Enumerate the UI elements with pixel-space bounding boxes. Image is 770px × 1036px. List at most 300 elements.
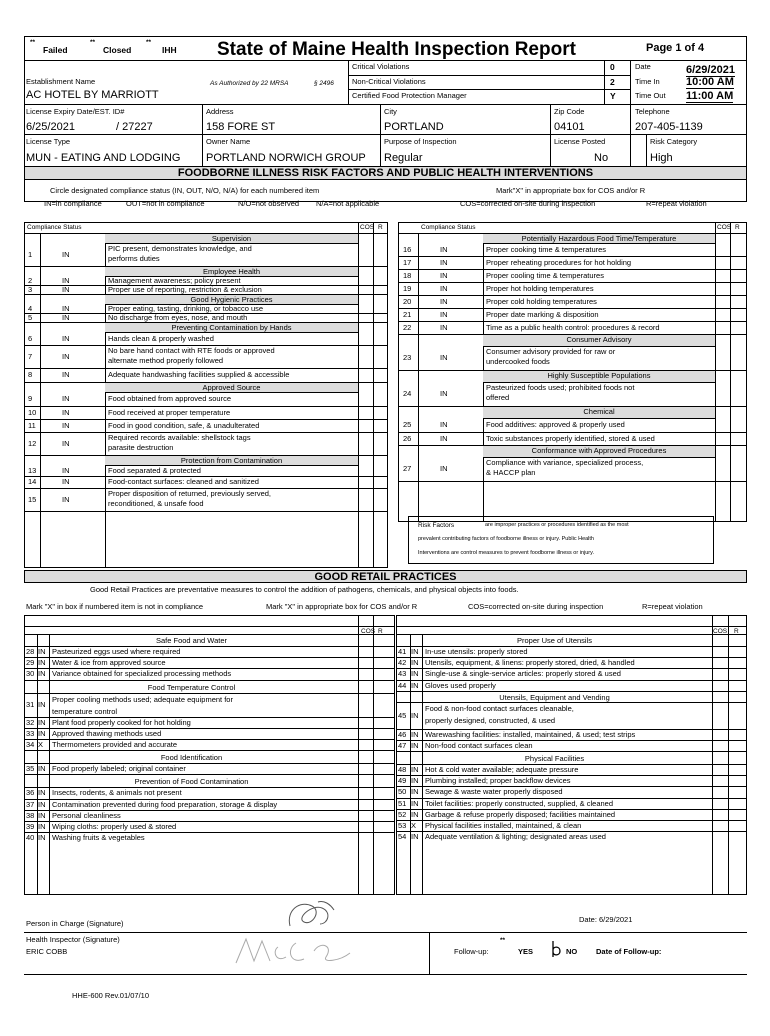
risk-factors-term: Risk Factors [418,522,455,529]
item-number: 6 [28,333,33,343]
item-number: 54 [398,831,407,841]
section-heading: Prevention of Food Contamination [134,776,249,786]
inspector-signature [230,931,360,971]
section-heading: Good Hygienic Practices [105,294,358,305]
ihh-label: IHH [162,45,177,55]
row-divider [399,321,746,322]
compliance-mark[interactable]: X [38,739,44,749]
followup-label: Follow-up: [454,947,489,956]
item-number: 14 [28,477,37,486]
compliance-mark[interactable]: IN [38,832,46,842]
legend-cos: COS=corrected on-site during inspection [460,199,596,208]
item-number: 38 [26,810,35,820]
item-number: 15 [28,494,37,504]
item-description: offered [486,393,510,402]
authorized-text: As Authorized by 22 MRSA [210,80,289,87]
item-number: 47 [398,740,407,750]
compliance-mark[interactable]: IN [38,810,46,820]
gr-r-header: R [378,628,383,635]
cfpm-label: Certified Food Protection Manager [352,91,467,100]
item-number: 33 [26,728,35,738]
item-description: Warewashing facilities: installed, maintained, & used; test strips [425,729,636,739]
good-retail-banner: GOOD RETAIL PRACTICES [24,570,747,583]
item-number: 16 [403,244,412,254]
item-description: Consumer advisory provided for raw or [486,347,616,356]
item-number: 28 [26,646,35,656]
compliance-status[interactable]: IN [62,477,70,486]
person-in-charge-label: Person in Charge (Signature) [26,919,124,928]
item-description: Proper cooking time & temperatures [486,244,607,254]
compliance-status-header-right: Compliance Status [421,224,476,231]
followup-no[interactable]: NO [566,947,578,956]
item-description: Proper reheating procedures for hot holding [486,257,632,267]
item-number: 26 [403,433,412,443]
item-description: Hands clean & properly washed [108,333,214,343]
item-description: Variance obtained for specialized processing methods [52,669,232,678]
compliance-status[interactable]: IN [62,407,70,417]
item-description: In-use utensils: properly stored [425,646,528,656]
compliance-mark[interactable]: IN [411,680,419,690]
row-divider [25,680,394,681]
row-divider [25,693,394,694]
item-number: 18 [403,270,412,280]
item-description: Proper date marking & disposition [486,309,599,319]
item-description: alternate method properly followed [108,356,224,365]
section-heading: Physical Facilities [524,753,585,763]
item-description: Food received at proper temperature [108,407,231,417]
item-number: 24 [403,389,412,398]
item-number: 39 [26,821,35,831]
item-number: 53 [398,820,407,830]
item-description: parasite destruction [108,443,174,452]
compliance-mark[interactable]: IN [411,729,419,739]
section-heading: Supervision [105,233,358,244]
item-description: Toxic substances properly identified, stored & used [486,433,655,443]
risk-category: High [650,152,673,164]
compliance-mark[interactable]: IN [411,787,419,796]
item-description: Time as a public health control: procedures & record [486,322,660,332]
compliance-mark[interactable]: IN [38,763,46,773]
followup-mark: ** [500,937,506,944]
form-id: HHE-600 Rev.01/07/10 [72,991,149,1000]
compliance-mark[interactable]: IN [38,728,46,738]
item-description: Garbage & refuse properly disposed; facilities maintained [425,809,616,819]
compliance-status[interactable]: IN [440,353,448,362]
section-heading: Utensils, Equipment and Vending [499,692,610,702]
compliance-mark[interactable]: IN [38,646,46,656]
compliance-mark[interactable]: IN [411,740,419,750]
section-heading: Approved Source [105,382,358,393]
item-number: 3 [28,284,33,294]
item-description: Proper eating, tasting, drinking, or tobacco use [108,303,264,313]
risk-category-label: Risk Category [650,137,698,146]
compliance-mark[interactable]: IN [38,821,46,831]
item-number: 11 [28,420,36,430]
item-description: temperature control [52,707,118,716]
item-description: & HACCP plan [486,468,536,477]
item-description: properly designed, constructed, & used [425,716,556,725]
compliance-status[interactable]: IN [62,465,70,475]
compliance-mark[interactable]: IN [411,669,419,678]
item-description: Toilet facilities: properly constructed, supplied, & cleaned [425,798,614,808]
failed-mark: ** [30,39,36,46]
row-divider [25,368,387,369]
license-expiry: 6/25/2021 [26,121,75,133]
row-divider [399,269,746,270]
item-description: Proper cooling time & temperatures [486,270,604,280]
item-description: Food separated & protected [108,465,201,475]
compliance-status[interactable]: IN [62,249,70,259]
section-heading: Consumer Advisory [483,334,715,347]
item-description: No discharge from eyes, nose, and mouth [108,312,248,322]
compliance-mark[interactable]: IN [38,669,46,678]
item-description: Adequate ventilation & lighting; designated areas used [425,831,606,841]
row-divider [399,432,746,433]
item-description: Single-use & single-service articles: properly stored & used [425,669,621,678]
item-number: 22 [403,322,412,332]
section-heading: Employee Health [105,266,358,277]
item-number: 34 [26,739,35,749]
item-description: Insects, rodents, & animals not present [52,788,182,797]
compliance-mark[interactable]: IN [38,657,46,667]
item-description: Pasteurized eggs used where required [52,646,181,656]
risk-factors-note [408,516,714,564]
item-number: 25 [403,420,412,429]
item-description: performs duties [108,254,160,263]
section-heading: Food Temperature Control [147,682,236,692]
compliance-status[interactable]: IN [440,433,448,443]
item-number: 23 [403,353,412,362]
r-header-right: R [735,224,740,231]
item-number: 19 [403,283,412,293]
compliance-status[interactable]: IN [62,370,70,379]
compliance-status[interactable]: IN [62,420,70,430]
item-number: 48 [398,764,407,774]
item-description: Contamination prevented during food preparation, storage & display [52,799,278,809]
row-divider [25,511,387,512]
row-divider [399,295,746,296]
address-label: Address [206,107,234,116]
item-description: Utensils, equipment, & linens: properly stored, dried, & handled [425,657,635,667]
closed-mark: ** [90,39,96,46]
city: PORTLAND [384,121,444,133]
row-divider [397,691,746,692]
license-posted: No [594,152,609,164]
time-out: 11:00 AM [686,90,734,102]
item-number: 37 [26,799,35,809]
item-number: 36 [26,788,35,797]
section-heading: Highly Susceptible Populations [483,370,715,383]
compliance-mark[interactable]: IN [411,775,419,785]
noncritical-violations-label: Non-Critical Violations [352,77,426,86]
item-number: 2 [28,275,33,285]
section-heading: Proper Use of Utensils [516,636,593,645]
compliance-status[interactable]: IN [62,394,70,403]
item-number: 31 [26,700,35,709]
city-label: City [384,107,397,116]
cfpm-value: Y [610,91,616,101]
item-number: 7 [28,351,33,361]
item-number: 29 [26,657,35,667]
closed-label: Closed [103,45,132,55]
item-description: Gloves used properly [425,680,496,690]
good-retail-right-table [396,615,747,895]
legend-in: IN=in compliance [44,199,102,208]
risk-factors-line2: prevalent contributing factors of foodborne illness or injury. Public Health [418,536,594,542]
item-description: Water & ice from approved source [52,657,166,667]
item-description: reconditioned, & unsafe food [108,499,204,508]
section-heading: Preventing Contamination by Hands [105,322,358,333]
compliance-status[interactable]: IN [62,438,70,448]
item-description: Proper cooling methods used; adequate equipment for [52,695,233,704]
compliance-mark[interactable]: IN [38,788,46,797]
gr-cos-header-right: COS [713,628,728,635]
license-type: MUN - EATING AND LODGING [26,152,181,164]
good-retail-legend-cos: COS=corrected on-site during inspection [468,602,604,611]
item-number: 35 [26,763,35,773]
zip-code: 04101 [554,121,585,133]
legend-r: R=repeat violation [646,199,707,208]
cos-header: COS [360,224,375,231]
compliance-status[interactable]: IN [62,333,70,343]
compliance-status[interactable]: IN [440,309,448,319]
item-description: Management awareness; policy present [108,275,241,285]
row-divider [399,481,746,482]
item-number: 50 [398,787,407,796]
item-number: 30 [26,669,35,678]
failed-label: Failed [43,45,68,55]
row-divider [397,751,746,752]
gr-cos-header: COS [361,628,376,635]
item-number: 27 [403,464,412,473]
item-number: 40 [26,832,35,842]
item-number: 46 [398,729,407,739]
section-heading: Potentially Hazardous Food Time/Temperature [483,233,715,244]
legend-no: N/O=not observed [238,199,300,208]
compliance-mark[interactable]: IN [411,798,419,808]
risk-factors-line3: Interventions are control measures to prevent foodborne illness or injury. [418,550,594,556]
row-divider [25,419,387,420]
compliance-mark[interactable]: IN [38,700,46,709]
ihh-mark: ** [146,39,152,46]
item-description: Food-contact surfaces: cleaned and sanitized [108,477,259,486]
date-label: Date [635,62,651,71]
item-description: Food obtained from approved source [108,394,231,403]
row-divider [397,634,746,635]
row-divider [399,256,746,257]
compliance-mark[interactable]: IN [38,799,46,809]
item-number: 10 [28,407,37,417]
foodborne-right-table [398,222,747,522]
item-description: Compliance with variance, specialized process, [486,458,644,467]
item-number: 20 [403,296,412,306]
item-description: Adequate handwashing facilities supplied & accessible [108,370,290,379]
compliance-status[interactable]: IN [440,283,448,293]
compliance-status[interactable]: IN [440,464,448,473]
item-number: 21 [403,309,412,319]
item-number: 41 [398,646,407,656]
good-retail-mark-box: Mark "X" in box if numbered item is not in compliance [26,602,204,611]
good-retail-mark-cos: Mark "X" in appropriate box for COS and/or R [266,602,418,611]
establishment-id: / 27227 [116,121,153,133]
authorized-section: § 2496 [314,80,334,87]
purpose: Regular [384,152,423,164]
row-divider [399,308,746,309]
item-description: Proper hot holding temperatures [486,283,594,293]
purpose-label: Purpose of Inspection [384,137,457,146]
good-retail-legend-r: R=repeat violation [642,602,703,611]
compliance-status[interactable]: IN [440,389,448,398]
item-number: 9 [28,394,33,403]
item-number: 17 [403,257,412,267]
establishment-name-label: Establishment Name [26,77,96,86]
item-description: Personal cleanliness [52,810,121,820]
owner-name: PORTLAND NORWICH GROUP [206,152,366,164]
item-description: Plant food properly cooked for hot holding [52,717,191,727]
time-out-label: Time Out [635,91,666,100]
compliance-status[interactable]: IN [440,296,448,306]
item-number: 42 [398,657,407,667]
legend-out: OUT=not in compliance [126,199,205,208]
foodborne-banner: FOODBORNE ILLNESS RISK FACTORS AND PUBLIC HEALTH INTERVENTIONS [24,166,747,180]
circle-instructions: Circle designated compliance status (IN, OUT, N/O, N/A) for each numbered item [50,186,320,195]
signature-date: Date: 6/29/2021 [579,915,633,924]
compliance-mark[interactable]: IN [38,717,46,727]
item-description: PIC present, demonstrates knowledge, and [108,244,252,253]
compliance-mark[interactable]: IN [411,764,419,774]
item-number: 12 [28,438,37,448]
item-description: Proper disposition of returned, previously served, [108,489,272,498]
item-description: Washing fruits & vegetables [52,832,145,842]
address: 158 FORE ST [206,121,276,133]
section-heading: Safe Food and Water [155,636,227,645]
page-title: State of Maine Health Inspection Report [217,39,576,60]
inspection-report [24,36,747,1036]
compliance-mark[interactable]: IN [411,657,419,667]
good-retail-left-table [24,615,395,895]
time-in: 10:00 AM [686,76,734,88]
section-heading: Conformance with Approved Procedures [483,445,715,458]
critical-violations-value: 0 [610,62,615,72]
inspector-label: Health Inspector (Signature) [26,935,120,944]
compliance-status[interactable]: IN [62,312,70,322]
section-heading: Chemical [483,406,715,419]
license-expiry-label: License Expiry Date/EST. ID# [26,107,125,116]
item-description: No bare hand contact with RTE foods or approved [108,346,275,355]
item-number: 4 [28,303,33,313]
risk-factors-line1: are improper practices or procedures identified as the most [485,522,629,528]
item-description: Proper use of reporting, restriction & exclusion [108,284,262,294]
item-description: Required records available: shellstock tags [108,433,251,442]
inspector-name: ERIC COBB [26,947,68,956]
item-description: Food properly labeled; original container [52,763,186,773]
item-description: Proper cold holding temperatures [486,296,597,306]
item-description: Thermometers provided and accurate [52,739,178,749]
compliance-status[interactable]: IN [62,494,70,504]
owner-label: Owner Name [206,137,251,146]
item-description: Non-food contact surfaces clean [425,740,533,750]
noncritical-violations-value: 2 [610,77,615,87]
row-divider [397,702,746,703]
section-heading: Protection from Contamination [105,455,358,466]
compliance-mark[interactable]: X [411,820,417,830]
compliance-status[interactable]: IN [62,351,70,361]
inspection-date: 6/29/2021 [686,64,735,76]
item-number: 44 [398,680,407,690]
compliance-status[interactable]: IN [62,284,70,294]
page-number: Page 1 of 4 [646,42,705,54]
item-description: Hot & cold water available; adequate pressure [425,764,579,774]
compliance-status[interactable]: IN [440,270,448,280]
item-description: Food & non-food contact surfaces cleanable, [425,704,574,713]
item-number: 51 [398,798,407,808]
compliance-status[interactable]: IN [440,322,448,332]
followup-no-checkmark-icon [550,940,562,958]
item-number: 52 [398,809,407,819]
item-number: 32 [26,717,35,727]
followup-yes[interactable]: YES [518,947,534,956]
item-number: 13 [28,465,37,475]
row-divider [25,774,394,775]
item-description: undercooked foods [486,357,550,366]
license-posted-label: License Posted [554,137,606,146]
item-description: Food additives: approved & properly used [486,420,625,429]
time-in-label: Time In [635,77,660,86]
item-description: Food in good condition, safe, & unadulterated [108,420,260,430]
item-number: 5 [28,312,33,322]
row-divider [399,282,746,283]
compliance-status[interactable]: IN [440,244,448,254]
compliance-status[interactable]: IN [440,257,448,267]
r-header: R [378,224,383,231]
telephone-label: Telephone [635,107,670,116]
item-number: 43 [398,669,407,678]
person-in-charge-signature [282,896,342,936]
item-description: Approved thawing methods used [52,728,162,738]
mark-instructions: Mark"X" in appropriate box for COS and/or R [496,186,646,195]
establishment-name: AC HOTEL BY MARRIOTT [26,89,159,101]
item-number: 8 [28,370,33,379]
item-description: Sewage & waste water properly disposed [425,787,563,796]
gr-r-header-right: R [734,628,739,635]
compliance-status-header: Compliance Status [27,224,82,231]
compliance-mark[interactable]: IN [411,710,419,720]
compliance-status[interactable]: IN [62,303,70,313]
compliance-mark[interactable]: IN [411,646,419,656]
foodborne-left-table [24,222,388,568]
license-type-label: License Type [26,137,71,146]
compliance-mark[interactable]: IN [411,809,419,819]
legend-na: N/A=not applicable [316,199,380,208]
compliance-status[interactable]: IN [62,275,70,285]
cos-header-right: COS [717,224,732,231]
compliance-mark[interactable]: IN [411,831,419,841]
item-description: Plumbing installed; proper backflow devices [425,775,571,785]
section-heading: Food Identification [160,752,223,762]
telephone: 207-405-1139 [635,121,703,133]
item-number: 45 [398,710,407,720]
item-number: 1 [28,249,33,259]
good-retail-subtitle: Good Retail Practices are preventative measures to control the addition of pathogens, chemicals, and physical objects into foods. [90,585,519,594]
row-divider [25,750,394,751]
zip-label: Zip Code [554,107,585,116]
compliance-status[interactable]: IN [440,420,448,429]
item-description: Wiping cloths: properly used & stored [52,821,177,831]
row-divider [25,406,387,407]
row-divider [25,634,394,635]
critical-violations-label: Critical Violations [352,62,410,71]
item-description: Pasteurized foods used; prohibited foods not [486,383,635,392]
